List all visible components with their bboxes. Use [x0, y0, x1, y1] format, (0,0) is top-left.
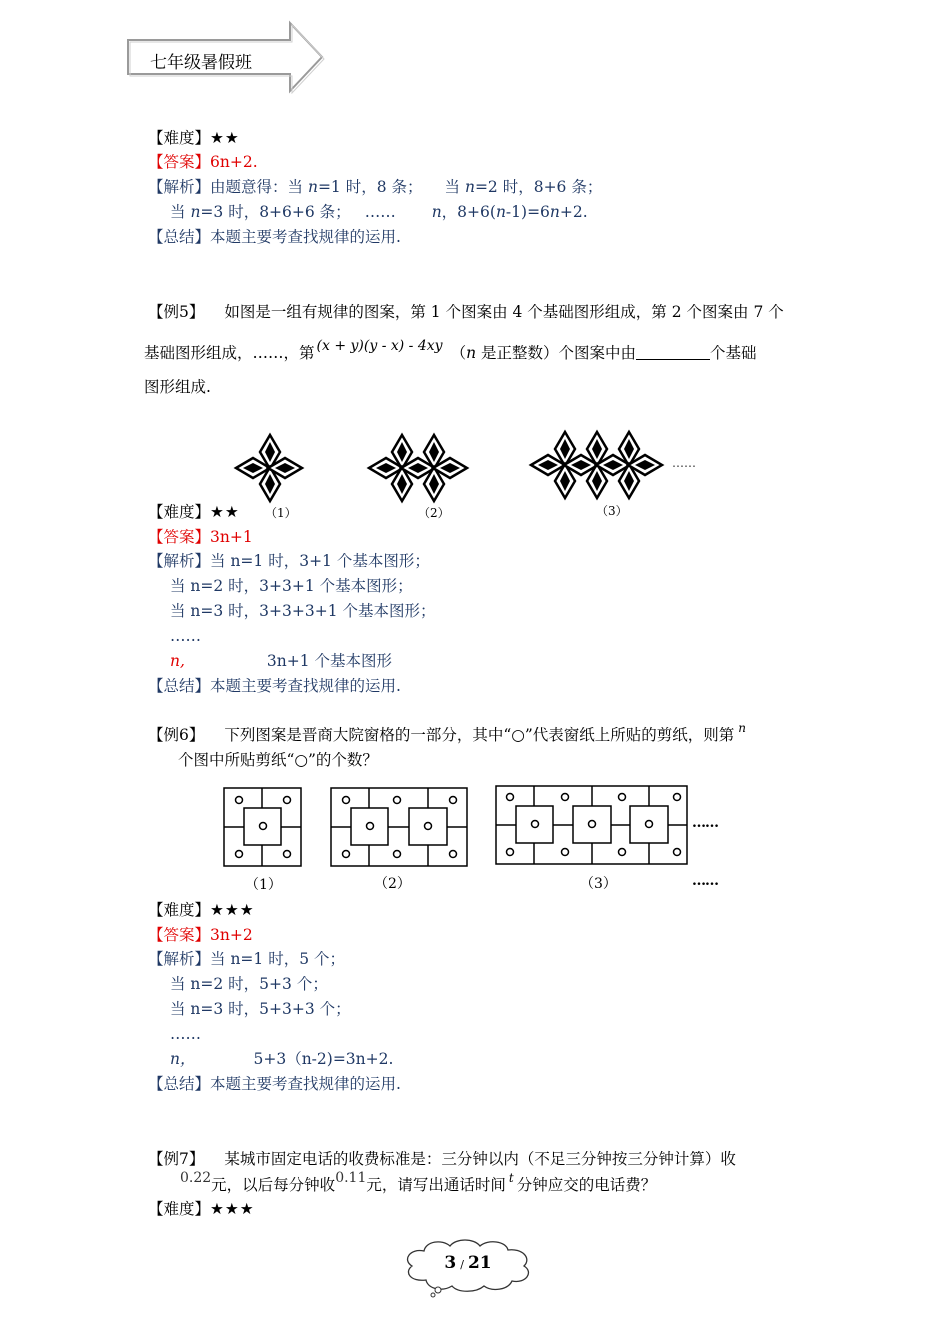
ex5-analysis-2: 当 n=2 时，3+3+1 个基本图形；	[170, 577, 413, 595]
ex6-window-figures	[220, 784, 700, 870]
ex5-summary: 【总结】本题主要考查找规律的运用.	[148, 677, 401, 695]
ex5-analysis: 【解析】当 n=1 时，3+1 个基本图形；	[148, 552, 430, 570]
ex5-question-line3: 图形组成.	[144, 378, 211, 396]
ex6-captions-dots: ……	[692, 873, 718, 889]
ex7-difficulty: 【难度】★★★	[148, 1200, 255, 1218]
ex5-question-line1: 【例5】 如图是一组有规律的图案，第 1 个图案由 4 个基础图形组成，第 2 个图案由 7 个	[148, 303, 784, 321]
ex5-question-line2: 基础图形组成，……，第 (x + y)(y - x) - 4xy （n 是正整数）个图案中由 个基础	[144, 338, 757, 362]
page-number: 3 / 21	[444, 1253, 492, 1273]
ex6-analysis-5: n， 5+3（n-2)=3n+2.	[170, 1050, 394, 1068]
ex6-caption-3: （3）	[580, 876, 617, 892]
ex5-analysis-3: 当 n=3 时，3+3+3+1 个基本图形；	[170, 602, 436, 620]
ex6-figure-1	[224, 788, 301, 866]
ex7-question-line1: 【例7】 某城市固定电话的收费标准是：三分钟以内（不足三分钟按三分钟计算）收	[148, 1150, 736, 1168]
block1-analysis: 【解析】由题意得：当 n=1 时，8 条； 当 n=2 时，8+6 条；	[148, 178, 603, 196]
ex5-formula: (x + y)(y - x) - 4xy	[316, 338, 443, 354]
block1-analysis-cont: 当 n=3 时，8+6+6 条； …… n，8+6(n-1)=6n+2.	[170, 203, 588, 221]
ex6-difficulty: 【难度】★★★	[148, 901, 255, 919]
header-banner	[124, 20, 326, 94]
ex6-analysis-3: 当 n=3 时，5+3+3 个；	[170, 1000, 351, 1018]
ex6-figure-3	[496, 786, 687, 864]
ex5-diamond-figures	[228, 428, 708, 520]
header-title: 七年级暑假班	[150, 53, 252, 73]
ex5-caption-1: （1）	[265, 506, 297, 520]
ex7-question-line2: 0.22元，以后每分钟收0.11元，请写出通话时间 $^t$ 分钟应交的电话费？	[180, 1170, 657, 1194]
ex5-analysis-4: ……	[170, 627, 201, 645]
ex5-figures-ellipsis: ……	[672, 456, 696, 470]
ex6-analysis-4: ……	[170, 1025, 201, 1043]
ex6-question-line1: 【例6】 下列图案是晋商大院窗格的一部分，其中“○”代表窗纸上所贴的剪纸，则第 $^n$	[148, 721, 746, 744]
ex6-caption-1: （1）	[245, 877, 282, 893]
block1-answer: 【答案】6n+2.	[148, 153, 258, 171]
ex5-difficulty: 【难度】★★	[148, 503, 240, 521]
ex5-figure-1	[236, 435, 302, 501]
ex6-analysis: 【解析】当 n=1 时，5 个；	[148, 950, 345, 968]
block1-difficulty: 【难度】★★	[148, 129, 240, 147]
ex6-figures-dots: ……	[692, 815, 718, 831]
ex6-figure-2	[331, 788, 467, 866]
ex5-figure-3	[531, 432, 662, 498]
ex5-figure-2	[369, 435, 467, 501]
ex6-question-line2: 个图中所贴剪纸“○”的个数？	[178, 751, 378, 769]
ex6-answer: 【答案】3n+2	[148, 926, 253, 944]
block1-summary: 【总结】本题主要考查找规律的运用.	[148, 228, 401, 246]
ex5-answer: 【答案】3n+1	[148, 528, 253, 546]
ex5-caption-2: （2）	[418, 506, 450, 520]
page-number-cloud	[398, 1236, 538, 1300]
ex6-analysis-2: 当 n=2 时，5+3 个；	[170, 975, 328, 993]
ex5-caption-3: （3）	[596, 504, 628, 518]
ex6-caption-2: （2）	[374, 876, 411, 892]
ex6-summary: 【总结】本题主要考查找规律的运用.	[148, 1075, 401, 1093]
ex5-answer-blank	[636, 345, 710, 360]
ex5-analysis-5: n, 3n+1 个基本图形	[170, 652, 393, 670]
